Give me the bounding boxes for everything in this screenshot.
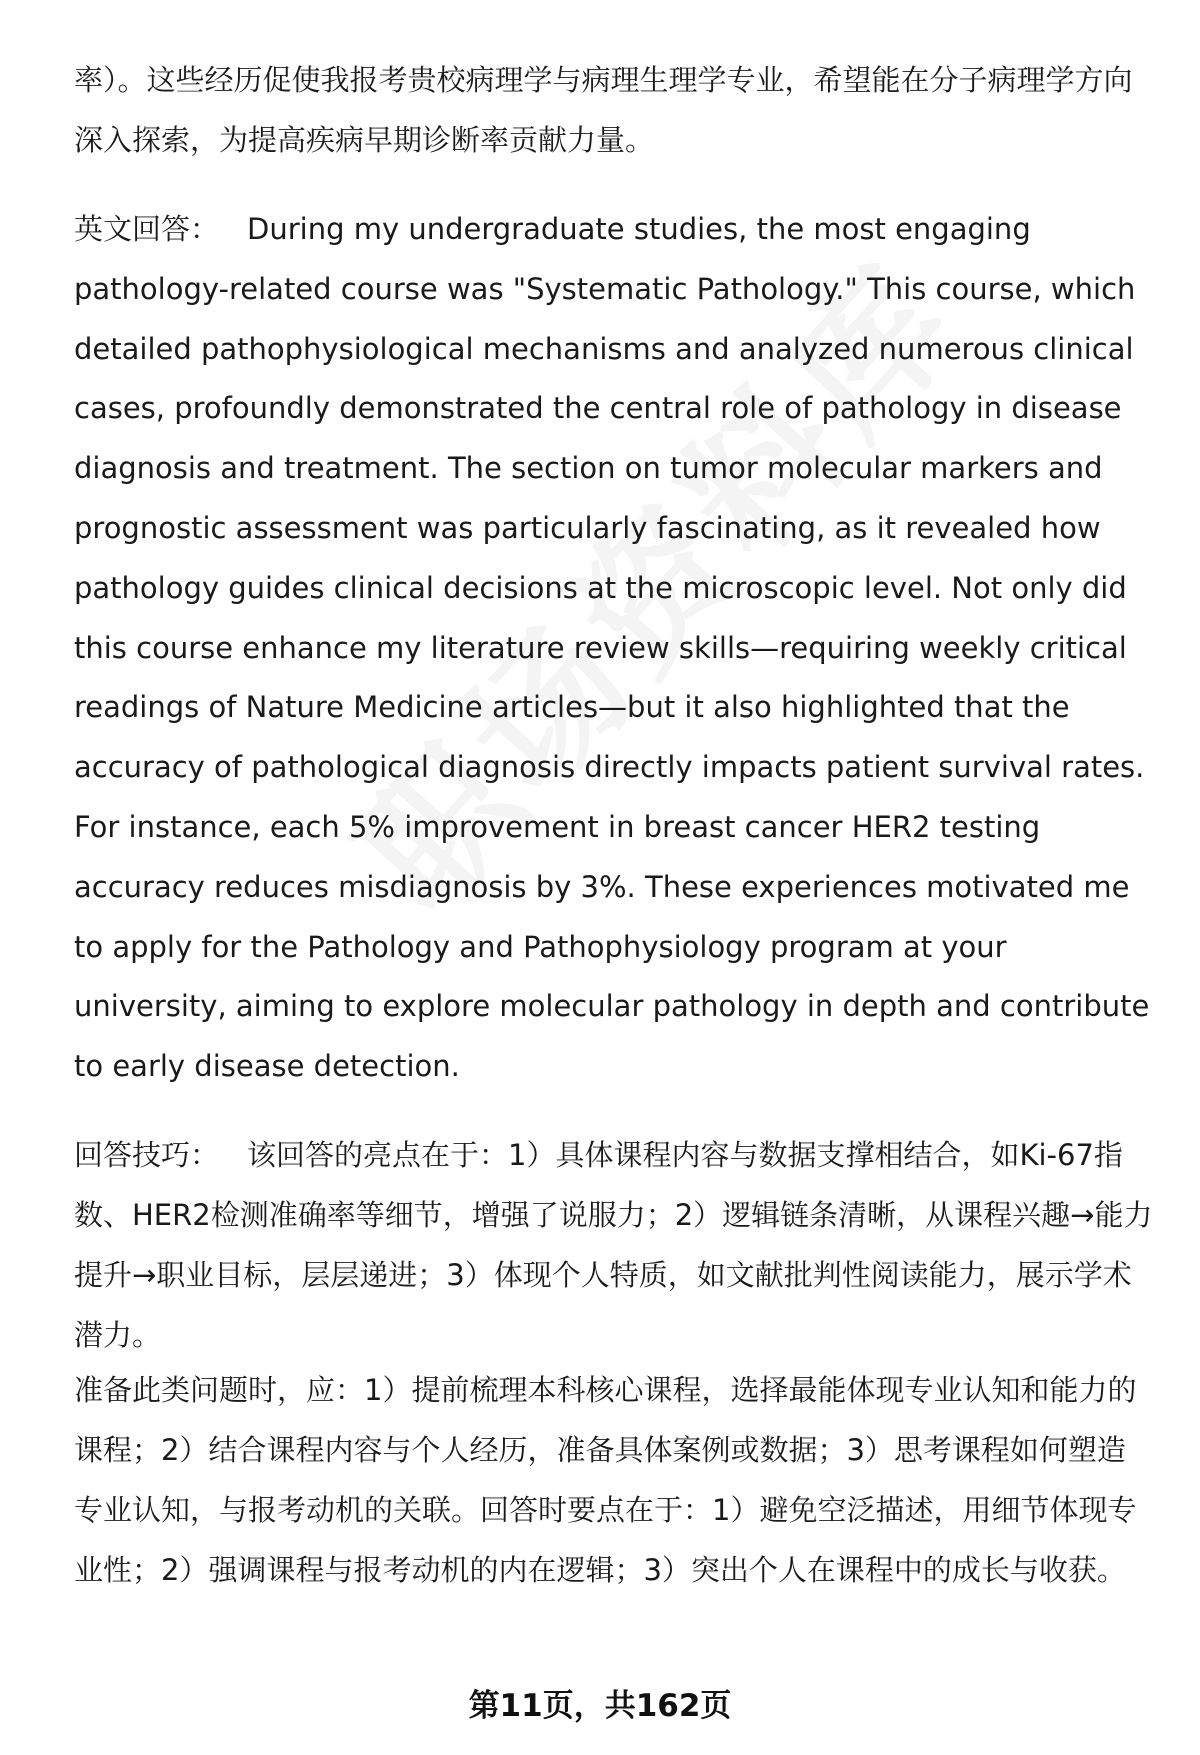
paragraph-intro-end: 率）。这些经历促使我报考贵校病理学与病理生理学专业，希望能在分子病理学方向深入探索，为提高疾病早期诊断率贡献力量。 bbox=[74, 63, 1133, 157]
paragraph-answer-tips bbox=[74, 1125, 1154, 1365]
page-number: 第11页，共162页 bbox=[468, 1688, 732, 1724]
english-answer-body: During my undergraduate studies, the most engaging pathology-related course was "Systematic Pathology." This course, which detailed pathophysiological mechanisms and analyzed numerous clinical cases, profoundly demonstrated the central role of pathology in disease diagnosis and treatment. The section on tumor molecular markers and prognostic assessment was particularly fascinating, as it revealed how pathology guides clinical decisions at the microscopic level. Not only did this course enhance my literature review skills—requiring weekly critical readings of Nature Medicine articles—but it also highlighted that the accuracy of pathological diagnosis directly impacts patient survival rates. For instance, each 5% improvement in breast cancer HER2 testing accuracy reduces misdiagnosis by 3%. These experiences motivated me to apply for the Pathology and Pathophysiology program at your university, aiming to explore molecular pathology in depth and contribute to early disease detection. bbox=[74, 212, 1150, 1084]
paragraph-english-answer bbox=[74, 200, 1154, 1097]
answer-tips-body: 该回答的亮点在于：1）具体课程内容与数据支撑相结合，如Ki-67指数、HER2检测准确率等细节，增强了说服力；2）逻辑链条清晰，从课程兴趣→能力提升→职业目标，层层递进；3）体现个人特质，如文献批判性阅读能力，展示学术潜力。 bbox=[74, 1138, 1153, 1352]
paragraph-preparation: 准备此类问题时，应：1）提前梳理本科核心课程，选择最能体现专业认知和能力的课程；2）结合课程内容与个人经历，准备具体案例或数据；3）思考课程如何塑造专业认知，与报考动机的关联。回答时要点在于：1）避免空泛描述，用细节体现专业性；2）强调课程与报考动机的内在逻辑；3）突出个人在课程中的成长与收获。 bbox=[74, 1373, 1137, 1587]
answer-tips-label: 回答技巧： bbox=[74, 1138, 220, 1172]
english-answer-label: 英文回答： bbox=[74, 212, 220, 246]
